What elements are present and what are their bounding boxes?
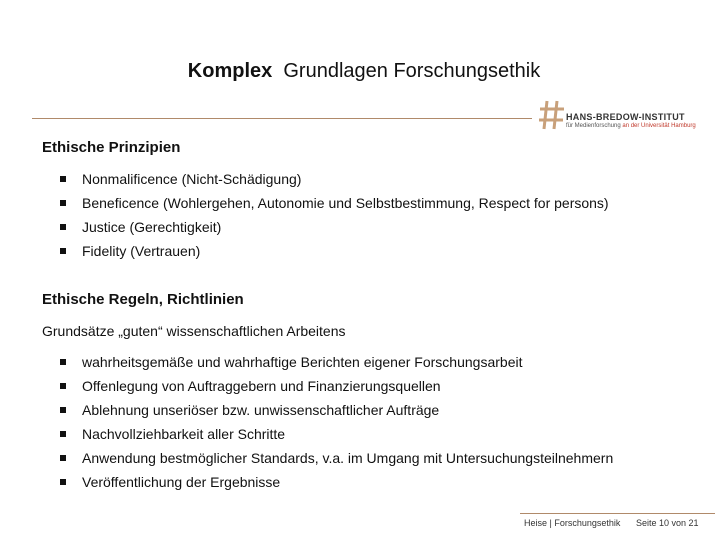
rules-intro: Grundsätze „guten“ wissenschaftlichen Arbeitens (42, 323, 346, 339)
section-heading-principles: Ethische Prinzipien (42, 139, 181, 156)
list-item: Beneficence (Wohlergehen, Autonomie und Selbstbestimmung, Respect for persons) (60, 191, 609, 215)
hash-grid-logo-icon (538, 98, 566, 132)
header-rule (32, 118, 532, 119)
institute-logo (538, 98, 718, 138)
list-item: Nonmalificence (Nicht-Schädigung) (60, 167, 609, 191)
square-bullet-icon (60, 248, 66, 254)
list-item: wahrheitsgemäße und wahrhaftige Berichten eigener Forschungsarbeit (60, 350, 613, 374)
list-item: Ablehnung unseriöser bzw. unwissenschaftlicher Aufträge (60, 398, 613, 422)
square-bullet-icon (60, 479, 66, 485)
list-item: Justice (Gerechtigkeit) (60, 215, 609, 239)
logo-name: HANS-BREDOW-INSTITUT (566, 112, 685, 122)
square-bullet-icon (60, 407, 66, 413)
list-item: Anwendung bestmöglicher Standards, v.a. im Umgang mit Untersuchungsteilnehmern (60, 446, 613, 470)
list-item: Fidelity (Vertrauen) (60, 239, 609, 263)
footer-rule (520, 513, 715, 514)
list-item: Nachvollziehbarkeit aller Schritte (60, 422, 613, 446)
square-bullet-icon (60, 224, 66, 230)
slide-title (0, 60, 728, 83)
square-bullet-icon (60, 200, 66, 206)
square-bullet-icon (60, 359, 66, 365)
rules-list (60, 350, 613, 494)
square-bullet-icon (60, 431, 66, 437)
square-bullet-icon (60, 383, 66, 389)
logo-subtitle: für Medienforschung an der Universität Hamburg (566, 123, 696, 129)
square-bullet-icon (60, 176, 66, 182)
footer-page-number: Seite 10 von 21 (636, 518, 699, 528)
square-bullet-icon (60, 455, 66, 461)
section-heading-rules: Ethische Regeln, Richtlinien (42, 291, 244, 308)
footer-author: Heise | Forschungsethik (524, 518, 621, 528)
principles-list (60, 167, 609, 263)
list-item: Veröffentlichung der Ergebnisse (60, 470, 613, 494)
title-bold: Komplex (187, 60, 273, 82)
list-item: Offenlegung von Auftraggebern und Finanzierungsquellen (60, 374, 613, 398)
title-rest: Grundlagen Forschungsethik (283, 60, 541, 82)
